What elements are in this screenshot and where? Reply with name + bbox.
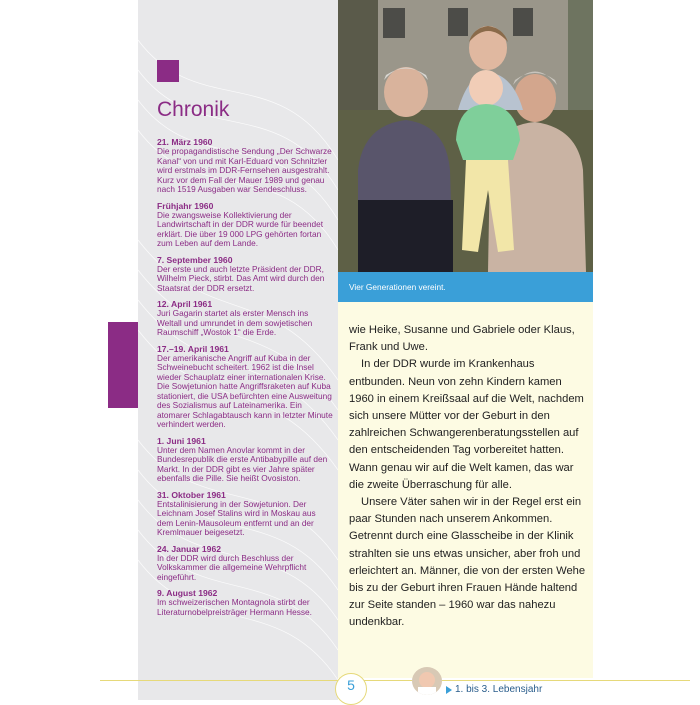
event-text: Die propagandistische Sendung „Der Schwarze Kanal“ von und mit Karl-Eduard von Schnitzler wird erstmals im DDR-Fernsehen ausgestrahlt. Kurz vor dem Fall der Mauer 1989 und genau nach 1519 Ausgaben war Sendeschluss. [157, 146, 332, 194]
event-text: Im schweizerischen Montagnola stirbt der Literaturnobelpreisträger Hermann Hesse. [157, 597, 312, 617]
photo-caption: Vier Generationen vereint. [349, 282, 446, 292]
baby-thumbnail [412, 667, 442, 695]
event-date: 12. April 1961 [157, 299, 213, 309]
event-date: 1. Juni 1961 [157, 435, 206, 446]
chronik-event [157, 201, 333, 249]
chronik-event [157, 490, 333, 538]
footer-rule [100, 680, 690, 681]
event-text: Der amerikanische Angriff auf Kuba in der Schweinebucht scheitert. 1962 ist die Insel wieder Schauplatz einer internationalen Krise. Die Sowjetunion hatte Angriffsraketen auf Kuba stationiert, die USA befürchten eine Ausweitung des Sozialismus auf Lateinamerika. Ein atomarer Schlagabtausch kann in letzter Minute verhindert werden. [157, 352, 333, 429]
event-text: Die zwangsweise Kollektivierung der Landwirtschaft in der DDR wurde für beendet erklärt. Die über 19 000 LPG gehörten fortan zum Leben auf dem Lande. [157, 209, 324, 248]
event-text: In der DDR wird durch Beschluss der Volkskammer die allgemeine Wehrpflicht eingeführt. [157, 552, 307, 582]
event-date: 17.–19. April 1961 [157, 343, 229, 354]
event-text: Unter dem Namen Anovlar kommt in der Bundesrepublik die erste Antibabypille auf den Markt. In der DDR gibt es vier Jahre später ebenfalls die Pille. Sie heißt Ovosiston. [157, 444, 328, 483]
body-paragraph: In der DDR wurde im Krankenhaus entbunden. Neun von zehn Kindern kamen 1960 in einem Kreißsaal auf die Welt, nachdem sich unsere Mütter vor der Geburt in den zahlreichen Schwangerenberatungsstellen auf den entscheidenden Tag vorbereitet hatten. Wann genau wir auf die Welt kamen, das war die zweite Überraschung für alle. [349, 358, 584, 491]
body-paragraph: wie Heike, Susanne und Gabriele oder Klaus, Frank und Uwe. [349, 324, 575, 354]
chronik-title: Chronik [157, 98, 230, 121]
page-number: 5 [347, 677, 355, 693]
event-date: Frühjahr 1960 [157, 200, 214, 211]
chronik-event [157, 436, 333, 484]
chapter-arrow-icon [446, 686, 452, 694]
event-date: 9. August 1962 [157, 588, 218, 598]
accent-bar [108, 322, 138, 408]
chronik-event [157, 137, 333, 195]
family-photo-illustration [338, 0, 593, 272]
body-paragraph: Unsere Väter sahen wir in der Regel erst ein paar Stunden nach unserem Ankommen. Getrennt durch eine Glasscheibe in der Klinik strahlten sie uns etwas unsicher, aber froh und erleichtert an. Männer, die von der ersten Wehe bis zu der Geburt ihren Frauen Hände haltend zur Seite standen – 1960 war das nahezu undenkbar. [349, 496, 586, 629]
chronik-event [157, 299, 333, 338]
chapter-label: 1. bis 3. Lebensjahr [455, 684, 543, 695]
event-text: Juri Gagarin startet als erster Mensch ins Weltall und umrundet in dem sowjetischen Raumschiff „Wostok 1“ die Erde. [157, 308, 313, 337]
chronik-event [157, 255, 333, 294]
chronik-event-list [157, 137, 333, 623]
chronik-event [157, 544, 333, 583]
event-text: Entstalinisierung in der Sowjetunion. Der Leichnam Josef Stalins wird in Moskau aus dem Lenin-Mausoleum entfernt und an der Kremlmauer beigesetzt. [157, 498, 316, 537]
chronik-event [157, 588, 333, 617]
accent-square [157, 60, 179, 82]
event-date: 7. September 1960 [157, 254, 233, 265]
family-photo [338, 0, 593, 272]
baby-thumbnail-illustration [412, 667, 442, 695]
event-date: 31. Oktober 1961 [157, 489, 226, 500]
chronik-event [157, 344, 333, 430]
event-date: 24. Januar 1962 [157, 543, 222, 554]
main-body-text [349, 322, 587, 632]
event-text: Der erste und auch letzte Präsident der DDR, Wilhelm Pieck, stirbt. Das Amt wird durch den Staatsrat der DDR ersetzt. [157, 263, 325, 293]
event-date: 21. März 1960 [157, 137, 213, 147]
